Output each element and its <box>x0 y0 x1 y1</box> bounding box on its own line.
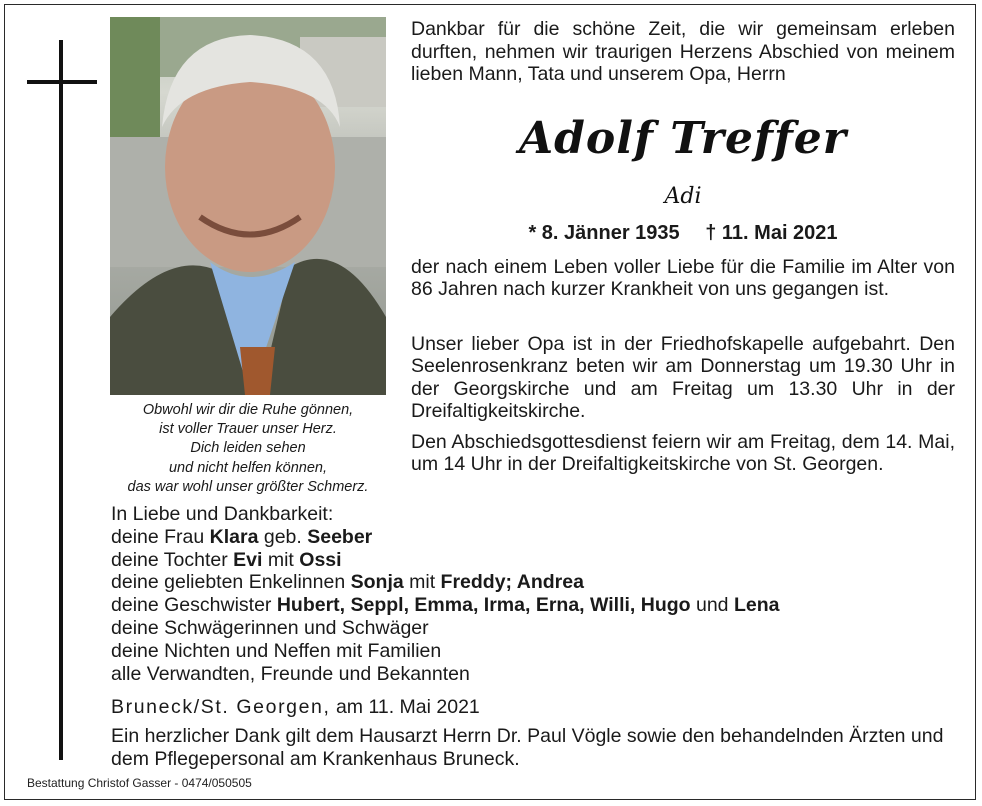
cross-icon-bar <box>27 80 97 84</box>
family-line-wife: deine Frau Klara geb. Seeber <box>111 525 373 548</box>
cross-icon <box>59 40 63 760</box>
notice-date: am 11. Mai 2021 <box>335 696 480 718</box>
place: Bruneck/St. Georgen, <box>111 696 331 718</box>
portrait-photo <box>110 17 386 395</box>
intro-text: Dankbar für die schöne Zeit, die wir gemeinsam erleben durften, nehmen wir traurigen Herzens Abschied von meinem lieben Mann, Tata und unserem Opa, Herrn <box>411 18 955 85</box>
place-and-date <box>111 696 480 719</box>
family-heading: In Liebe und Dankbarkeit: <box>111 503 334 525</box>
life-dates <box>411 222 955 245</box>
family-line-nieces: deine Nichten und Neffen mit Familien <box>111 639 442 662</box>
family-line-siblings: deine Geschwister Hubert, Seppl, Emma, Irma, Erna, Willi, Hugo und Lena <box>111 594 780 617</box>
thanks-text: Ein herzlicher Dank gilt dem Hausarzt Herrn Dr. Paul Vögle sowie den behandelnden Ärzten und dem Pflegepersonal am Krankenhaus Bruneck. <box>111 725 944 770</box>
paragraph-passing: der nach einem Leben voller Liebe für die Familie im Alter von 86 Jahren nach kurzer Krankheit von uns gegangen ist. <box>411 256 955 301</box>
family-list <box>111 503 951 685</box>
poem-line: Obwohl wir dir die Ruhe gönnen, <box>142 402 354 418</box>
paragraph-laid-out: Unser lieber Opa ist in der Friedhofskapelle aufgebahrt. Den Seelenrosenkranz beten wir am Donnerstag um 19.30 Uhr in der Georgskirche und am Freitag um 13.30 Uhr in der Dreifaltigkeitskirche. <box>411 333 955 422</box>
family-line-in-laws: deine Schwägerinnen und Schwäger <box>111 616 429 639</box>
paragraph-funeral: Den Abschiedsgottesdienst feiern wir am Freitag, dem 14. Mai, um 14 Uhr in der Dreifaltigkeitskirche von St. Georgen. <box>411 431 955 476</box>
birth-date: * 8. Jänner 1935 <box>528 222 680 244</box>
family-line-grandchildren: deine geliebten Enkelinnen Sonja mit Freddy; Andrea <box>111 571 584 594</box>
family-line-daughter: deine Tochter Evi mit Ossi <box>111 548 342 571</box>
poem-line: das war wohl unser größter Schmerz. <box>127 478 369 495</box>
death-date: † 11. Mai 2021 <box>705 222 838 244</box>
family-line-relatives: alle Verwandten, Freunde und Bekannten <box>111 662 470 685</box>
deceased-name: Adolf Treffer <box>519 113 847 164</box>
memorial-poem <box>100 401 396 497</box>
poem-line: Dich leiden sehen <box>190 440 306 457</box>
poem-line: und nicht helfen können, <box>168 459 327 476</box>
deceased-nickname: Adi <box>664 184 702 209</box>
undertaker-credit: Bestattung Christof Gasser - 0474/050505 <box>27 776 252 790</box>
poem-line: ist voller Trauer unser Herz. <box>159 421 337 438</box>
